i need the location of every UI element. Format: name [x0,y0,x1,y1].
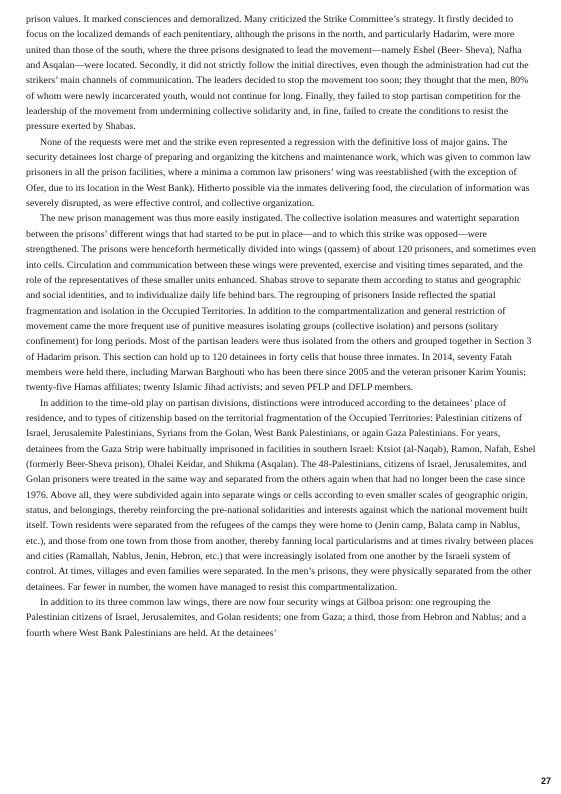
page-number: 27 [540,776,551,786]
document-body [26,12,536,641]
paragraph-prison-management: The new prison management was thus more easily instigated. The collective isolation measures and watertight separation between the prisons’ different wings that had started to be put in place—and to which this strike was opposed—were strengthened. The prisons were henceforth hermetically divided into wings (qassem) of about 120 prisoners, and sometimes even into cells. Circulation and communication between these wings were prevented, exercise and visiting times separated, and the role of the representatives of these smaller units enhanced. Shabas strove to separate them according to status and geographic and social identities, and to individualize daily life behind bars. The regrouping of prisoners Inside reflected the spatial fragmentation and isolation in the Occupied Territories. In addition to the compartmentalization and general restriction of movement came the more frequent use of punitive measures isolating groups (collective isolation) and persons (solitary confinement) for long periods. Most of the partisan leaders were thus isolated from the others and grouped together in Section 3 of Hadarim prison. This section can hold up to 120 detainees in forty cells that house three inmates. In 2014, seventy Fatah members were held there, including Marwan Barghouti who has been there since 2005 and the veteran prisoner Karim Younis; twenty-five Hamas affiliates; twenty Islamic Jihad activists; and seven PFLP and DFLP members. [26,213,536,394]
paragraph-detainee-distinctions: In addition to the time-old play on partisan divisions, distinctions were introduced according to the detainees’ place of residence, and to types of citizenship based on the territorial fragmentation of the Occupied Territories: Palestinian citizens of Israel, Jerusalemite Palestinians, Syrians from the Golan, West Bank Palestinians, or again Gaza Palestinians. For years, detainees from the Gaza Strip were habitually imprisoned in facilities in southern Israel: Ktsiot (al-Naqab), Ramon, Nafah, Eshel (formerly Beer-Sheva prison), Ohalei Keidar, and Shikma (Asqalan). The 48-Palestinians, citizens of Israel, Jerusalemites, and Golan prisoners were treated in the same way and separated from the others again when that had no longer been the case since 1976. Above all, they were subdivided again into separate wings or cells according to even smaller scales of geographic origin, status, and belongings, thereby reinforcing the pre-national solidarities and interests against which the national movement built itself. Town residents were separated from the refugees of the camps they were home to (Jenin camp, Balata camp in Nablus, etc.), and those from one town from those from another, thereby fanning local particularisms and at times rivalry between places and cities (Ramallah, Nablus, Jenin, Hebron, etc.) that were increasingly isolated from one another by the Israeli system of control. At times, villages and even families were separated. In the men’s prisons, they were physically separated from the other detainees. Far fewer in number, the women have managed to resist this compartmentalization. [26,397,536,593]
paragraph-strike-regression: None of the requests were met and the strike even represented a regression with the definitive loss of major gains. The security detainees lost charge of preparing and organizing the kitchens and maintenance work, which was given to common law prisoners in all the prison facilities, where a minima a common law prisoners’ wing was reestablished (with the exception of Ofer, due to its location in the West Bank). Hitherto possible via the inmates delivering food, the circulation of information was severely disrupted, as were effective control, and collective organization. [26,136,532,210]
paragraph-strike-committee-critique: prison values. It marked consciences and demoralized. Many criticized the Strike Committee’s strategy. It firstly decided to focus on the localized demands of each penitentiary, although the prisons in the north, and particularly Hadarim, were more united than those of the south, where the three prisons designated to lead the movement—namely Eshel (Beer- Sheva), Nafha and Asqalan—were located. Secondly, it did not strictly follow the initial directives, even though the administration had cut the strikers’ main channels of communication. The leaders decided to stop the movement too soon; they thought that the men, 80% of whom were newly incarcerated youth, would not continue for long. Finally, they failed to stop partisan competition for the leadership of the movement from undermining collective solidarity and, in fine, failed to create the conditions to resist the pressure exerted by Shabas. [26,14,529,133]
paragraph-gilboa-wings: In addition to its three common law wings, there are now four security wings at Gilboa prison: one regrouping the Palestinian citizens of Israel, Jerusalemites, and Golan residents; one from Gaza; a third, those from Hebron and Nablus; and a fourth where West Bank Palestinians are held. At the detainees’ [26,597,527,639]
